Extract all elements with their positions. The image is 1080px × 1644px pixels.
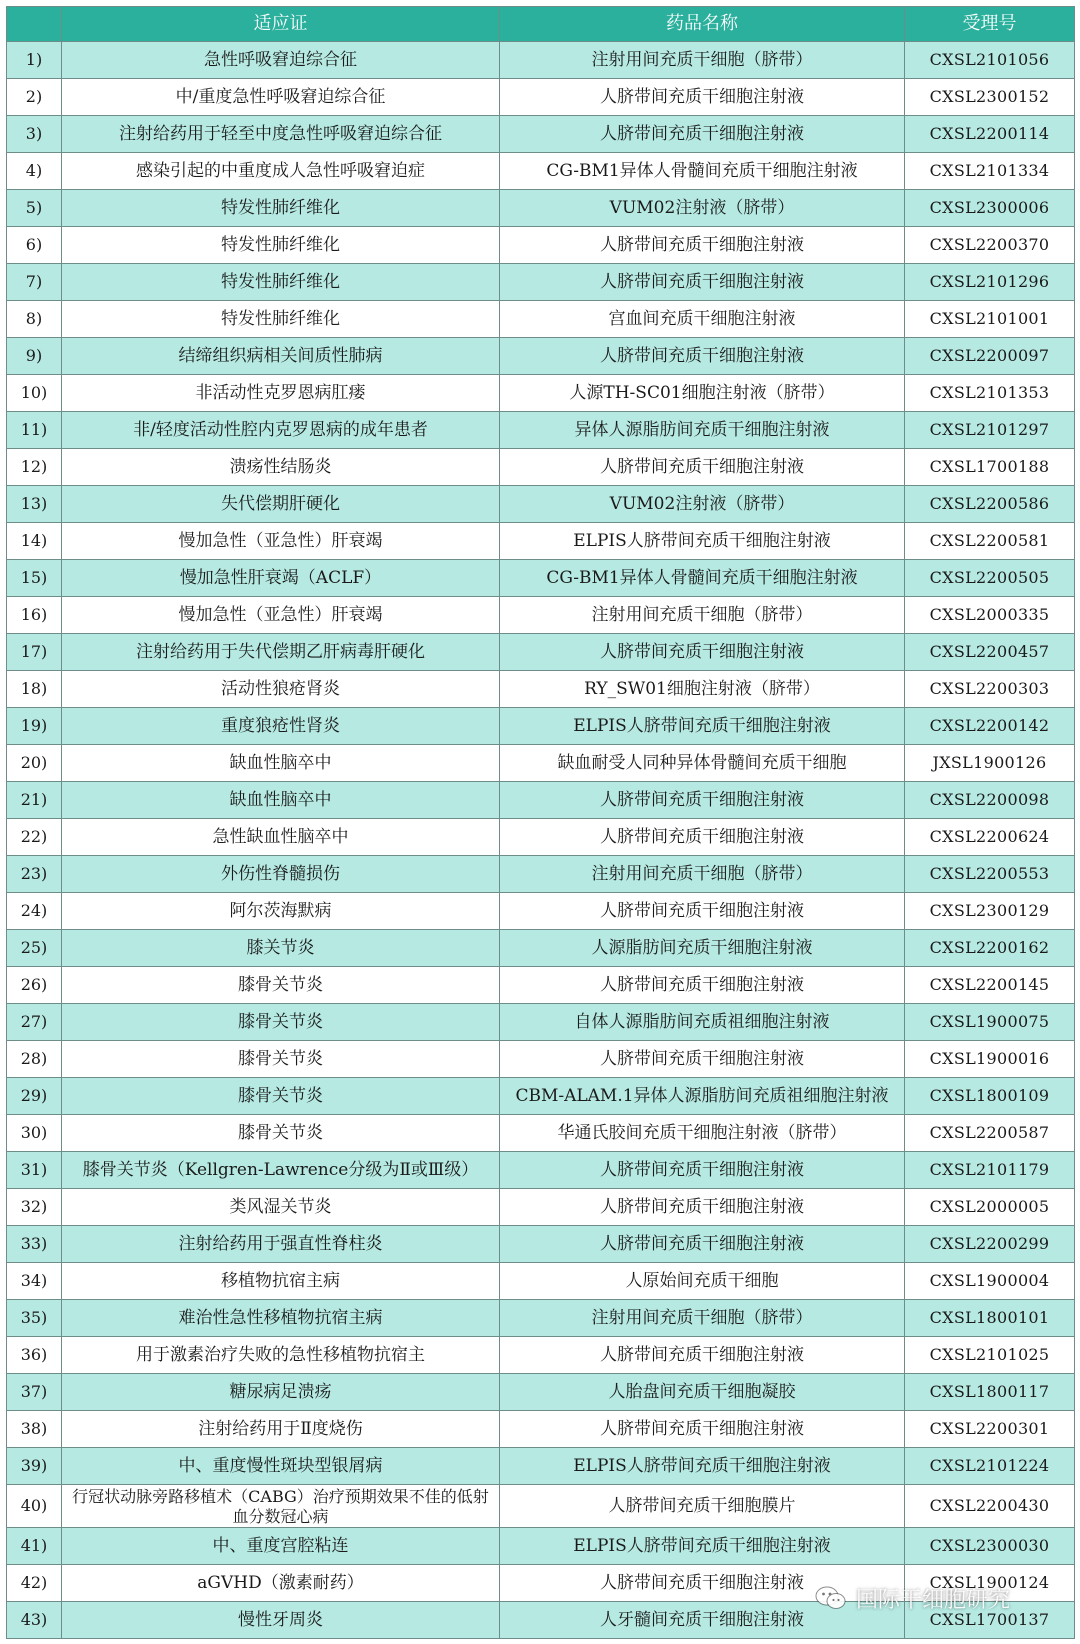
acceptance-number-cell: CXSL2200505 [905,560,1075,597]
table-row [7,227,1075,264]
indication-cell: 溃疡性结肠炎 [62,449,500,486]
header-row [7,7,1075,42]
row-index: 11) [7,412,62,449]
indication-cell: 膝关节炎 [62,930,500,967]
drug-name-cell: 人脐带间充质干细胞注射液 [500,79,905,116]
row-index: 28) [7,1041,62,1078]
table-row [7,745,1075,782]
table-row [7,1189,1075,1226]
indication-cell: 特发性肺纤维化 [62,190,500,227]
drug-name-cell: 人源TH-SC01细胞注射液（脐带） [500,375,905,412]
watermark [814,1580,1010,1616]
indication-cell: 膝骨关节炎 [62,1078,500,1115]
drug-name-cell: ELPIS人脐带间充质干细胞注射液 [500,523,905,560]
table-row [7,153,1075,190]
indication-cell: 缺血性脑卒中 [62,745,500,782]
row-index: 10) [7,375,62,412]
row-index: 7) [7,264,62,301]
row-index: 26) [7,967,62,1004]
indication-cell: 结缔组织病相关间质性肺病 [62,338,500,375]
acceptance-number-cell: CXSL2300006 [905,190,1075,227]
acceptance-number-cell: CXSL2101334 [905,153,1075,190]
indication-cell: 重度狼疮性肾炎 [62,708,500,745]
indication-cell: 用于激素治疗失败的急性移植物抗宿主 [62,1337,500,1374]
watermark-text: 国际干细胞研究 [855,1587,1010,1613]
table-row [7,1300,1075,1337]
indication-cell: 特发性肺纤维化 [62,301,500,338]
acceptance-number-cell: CXSL1900016 [905,1041,1075,1078]
row-index: 22) [7,819,62,856]
row-index: 36) [7,1337,62,1374]
acceptance-number-cell: CXSL1800101 [905,1300,1075,1337]
drug-name-cell: 人脐带间充质干细胞注射液 [500,1337,905,1374]
indication-cell: 膝骨关节炎 [62,1041,500,1078]
row-index: 37) [7,1374,62,1411]
table-row [7,967,1075,1004]
table-row [7,1485,1075,1528]
acceptance-number-cell: CXSL2101353 [905,375,1075,412]
drug-name-cell: 人脐带间充质干细胞注射液 [500,634,905,671]
indication-cell: 注射给药用于强直性脊柱炎 [62,1226,500,1263]
acceptance-number-cell: CXSL2200624 [905,819,1075,856]
drug-name-cell: CG-BM1异体人骨髓间充质干细胞注射液 [500,560,905,597]
indication-cell: 中、重度慢性斑块型银屑病 [62,1448,500,1485]
table-row [7,1115,1075,1152]
acceptance-number-cell: CXSL2000005 [905,1189,1075,1226]
acceptance-number-cell: CXSL2101224 [905,1448,1075,1485]
drug-name-cell: 人脐带间充质干细胞注射液 [500,893,905,930]
table-row [7,671,1075,708]
table-body [7,42,1075,1639]
row-index: 8) [7,301,62,338]
table-row [7,1411,1075,1448]
acceptance-number-cell: CXSL2300129 [905,893,1075,930]
acceptance-number-cell: CXSL2200581 [905,523,1075,560]
table-row [7,1263,1075,1300]
table-row [7,116,1075,153]
table-row [7,1337,1075,1374]
row-index: 24) [7,893,62,930]
indication-cell: 类风湿关节炎 [62,1189,500,1226]
row-index: 31) [7,1152,62,1189]
row-index: 30) [7,1115,62,1152]
indication-cell: 注射给药用于轻至中度急性呼吸窘迫综合征 [62,116,500,153]
table-row [7,597,1075,634]
drug-name-cell: ELPIS人脐带间充质干细胞注射液 [500,708,905,745]
table-row [7,375,1075,412]
table-row [7,190,1075,227]
indication-cell: 膝骨关节炎 [62,1004,500,1041]
drug-name-cell: 人脐带间充质干细胞注射液 [500,227,905,264]
indication-cell: 活动性狼疮肾炎 [62,671,500,708]
drug-name-cell: RY_SW01细胞注射液（脐带） [500,671,905,708]
table-row [7,449,1075,486]
table-row [7,1226,1075,1263]
header-acceptance-number: 受理号 [905,7,1075,42]
row-index: 1) [7,42,62,79]
drug-name-cell: 缺血耐受人同种异体骨髓间充质干细胞 [500,745,905,782]
table-row [7,301,1075,338]
table-row [7,856,1075,893]
row-index: 42) [7,1565,62,1602]
indication-cell: 感染引起的中重度成人急性呼吸窘迫症 [62,153,500,190]
table-row [7,708,1075,745]
indication-cell: 急性缺血性脑卒中 [62,819,500,856]
table-row [7,893,1075,930]
drug-name-cell: 自体人源脂肪间充质祖细胞注射液 [500,1004,905,1041]
acceptance-number-cell: CXSL1900075 [905,1004,1075,1041]
indication-cell: 行冠状动脉旁路移植术（CABG）治疗预期效果不佳的低射血分数冠心病 [62,1485,500,1528]
table-row [7,930,1075,967]
drug-name-cell: 人脐带间充质干细胞注射液 [500,338,905,375]
drug-table [6,6,1075,1639]
indication-cell: 移植物抗宿主病 [62,1263,500,1300]
table-row [7,412,1075,449]
drug-name-cell: VUM02注射液（脐带） [500,486,905,523]
row-index: 40) [7,1485,62,1528]
indication-cell: 非活动性克罗恩病肛瘘 [62,375,500,412]
row-index: 35) [7,1300,62,1337]
row-index: 16) [7,597,62,634]
drug-name-cell: 人脐带间充质干细胞注射液 [500,782,905,819]
table-row [7,782,1075,819]
drug-name-cell: 人脐带间充质干细胞注射液 [500,1041,905,1078]
acceptance-number-cell: CXSL2200098 [905,782,1075,819]
row-index: 4) [7,153,62,190]
row-index: 15) [7,560,62,597]
drug-name-cell: 人脐带间充质干细胞膜片 [500,1485,905,1528]
indication-cell: 非/轻度活动性腔内克罗恩病的成年患者 [62,412,500,449]
row-index: 9) [7,338,62,375]
row-index: 39) [7,1448,62,1485]
table-header [7,7,1075,42]
indication-cell: 糖尿病足溃疡 [62,1374,500,1411]
table-row [7,1004,1075,1041]
table-row [7,264,1075,301]
header-drug-name: 药品名称 [500,7,905,42]
indication-cell: 中/重度急性呼吸窘迫综合征 [62,79,500,116]
row-index: 41) [7,1528,62,1565]
row-index: 34) [7,1263,62,1300]
table-row [7,1078,1075,1115]
acceptance-number-cell: JXSL1900126 [905,745,1075,782]
acceptance-number-cell: CXSL2101001 [905,301,1075,338]
drug-name-cell: 人牙髓间充质干细胞注射液 [500,1602,905,1639]
row-index: 23) [7,856,62,893]
table-row [7,634,1075,671]
indication-cell: 缺血性脑卒中 [62,782,500,819]
acceptance-number-cell: CXSL2200097 [905,338,1075,375]
row-index: 20) [7,745,62,782]
wechat-icon [814,1585,848,1611]
row-index: 17) [7,634,62,671]
indication-cell: 难治性急性移植物抗宿主病 [62,1300,500,1337]
acceptance-number-cell: CXSL2200587 [905,1115,1075,1152]
drug-name-cell: 华通氏胶间充质干细胞注射液（脐带） [500,1115,905,1152]
acceptance-number-cell: CXSL1700188 [905,449,1075,486]
drug-name-cell: 人脐带间充质干细胞注射液 [500,1226,905,1263]
row-index: 29) [7,1078,62,1115]
drug-name-cell: 注射用间充质干细胞（脐带） [500,1300,905,1337]
table-row [7,1041,1075,1078]
row-index: 6) [7,227,62,264]
row-index: 32) [7,1189,62,1226]
table-row [7,819,1075,856]
acceptance-number-cell: CXSL2300030 [905,1528,1075,1565]
indication-cell: 慢性牙周炎 [62,1602,500,1639]
indication-cell: 慢加急性（亚急性）肝衰竭 [62,523,500,560]
drug-name-cell: CBM-ALAM.1异体人源脂肪间充质祖细胞注射液 [500,1078,905,1115]
row-index: 5) [7,190,62,227]
acceptance-number-cell: CXSL2101296 [905,264,1075,301]
acceptance-number-cell: CXSL1800109 [905,1078,1075,1115]
acceptance-number-cell: CXSL2101179 [905,1152,1075,1189]
acceptance-number-cell: CXSL2200301 [905,1411,1075,1448]
row-index: 27) [7,1004,62,1041]
acceptance-number-cell: CXSL2200586 [905,486,1075,523]
table-row [7,523,1075,560]
acceptance-number-cell: CXSL2200162 [905,930,1075,967]
drug-name-cell: 人脐带间充质干细胞注射液 [500,264,905,301]
row-index: 19) [7,708,62,745]
acceptance-number-cell: CXSL2000335 [905,597,1075,634]
header-indication: 适应证 [62,7,500,42]
drug-name-cell: ELPIS人脐带间充质干细胞注射液 [500,1528,905,1565]
drug-name-cell: 注射用间充质干细胞（脐带） [500,856,905,893]
acceptance-number-cell: CXSL2200430 [905,1485,1075,1528]
acceptance-number-cell: CXSL2300152 [905,79,1075,116]
table-row [7,1152,1075,1189]
acceptance-number-cell: CXSL2200142 [905,708,1075,745]
drug-name-cell: 异体人源脂肪间充质干细胞注射液 [500,412,905,449]
acceptance-number-cell: CXSL2101025 [905,1337,1075,1374]
indication-cell: aGVHD（激素耐药） [62,1565,500,1602]
drug-name-cell: 人脐带间充质干细胞注射液 [500,449,905,486]
row-index: 3) [7,116,62,153]
row-index: 12) [7,449,62,486]
table-row [7,486,1075,523]
indication-cell: 膝骨关节炎 [62,967,500,1004]
drug-name-cell: 人脐带间充质干细胞注射液 [500,967,905,1004]
acceptance-number-cell: CXSL1800117 [905,1374,1075,1411]
row-index: 21) [7,782,62,819]
indication-cell: 慢加急性（亚急性）肝衰竭 [62,597,500,634]
indication-cell: 失代偿期肝硬化 [62,486,500,523]
drug-name-cell: 人脐带间充质干细胞注射液 [500,819,905,856]
drug-name-cell: 人源脂肪间充质干细胞注射液 [500,930,905,967]
table-row [7,42,1075,79]
drug-name-cell: ELPIS人脐带间充质干细胞注射液 [500,1448,905,1485]
table-row [7,79,1075,116]
acceptance-number-cell: CXSL2200299 [905,1226,1075,1263]
drug-name-cell: 人原始间充质干细胞 [500,1263,905,1300]
drug-name-cell: 人脐带间充质干细胞注射液 [500,1411,905,1448]
row-index: 18) [7,671,62,708]
indication-cell: 中、重度宫腔粘连 [62,1528,500,1565]
row-index: 33) [7,1226,62,1263]
acceptance-number-cell: CXSL2200457 [905,634,1075,671]
acceptance-number-cell: CXSL1700137 [905,1602,1075,1639]
table-row [7,1374,1075,1411]
drug-name-cell: 人脐带间充质干细胞注射液 [500,1152,905,1189]
indication-cell: 注射给药用于失代偿期乙肝病毒肝硬化 [62,634,500,671]
drug-name-cell: 人脐带间充质干细胞注射液 [500,116,905,153]
indication-cell: 膝骨关节炎（Kellgren-Lawrence分级为Ⅱ或Ⅲ级） [62,1152,500,1189]
acceptance-number-cell: CXSL2200114 [905,116,1075,153]
row-index: 43) [7,1602,62,1639]
drug-name-cell: 人脐带间充质干细胞注射液 [500,1189,905,1226]
row-index: 13) [7,486,62,523]
drug-name-cell: 注射用间充质干细胞（脐带） [500,42,905,79]
acceptance-number-cell: CXSL2200145 [905,967,1075,1004]
indication-cell: 膝骨关节炎 [62,1115,500,1152]
indication-cell: 急性呼吸窘迫综合征 [62,42,500,79]
drug-name-cell: 注射用间充质干细胞（脐带） [500,597,905,634]
drug-name-cell: 人胎盘间充质干细胞凝胶 [500,1374,905,1411]
row-index: 2) [7,79,62,116]
indication-cell: 慢加急性肝衰竭（ACLF） [62,560,500,597]
table-row [7,1448,1075,1485]
header-index [7,7,62,42]
indication-cell: 外伤性脊髓损伤 [62,856,500,893]
indication-cell: 阿尔茨海默病 [62,893,500,930]
row-index: 14) [7,523,62,560]
acceptance-number-cell: CXSL2101056 [905,42,1075,79]
acceptance-number-cell: CXSL2101297 [905,412,1075,449]
drug-name-cell: VUM02注射液（脐带） [500,190,905,227]
acceptance-number-cell: CXSL2200553 [905,856,1075,893]
indication-cell: 特发性肺纤维化 [62,227,500,264]
row-index: 25) [7,930,62,967]
indication-cell: 特发性肺纤维化 [62,264,500,301]
table-row [7,560,1075,597]
row-index: 38) [7,1411,62,1448]
acceptance-number-cell: CXSL2200370 [905,227,1075,264]
acceptance-number-cell: CXSL2200303 [905,671,1075,708]
acceptance-number-cell: CXSL1900124 [905,1565,1075,1602]
table-row [7,1528,1075,1565]
drug-name-cell: 人脐带间充质干细胞注射液 [500,1565,905,1602]
indication-cell: 注射给药用于Ⅱ度烧伤 [62,1411,500,1448]
drug-name-cell: 宫血间充质干细胞注射液 [500,301,905,338]
table-row [7,338,1075,375]
acceptance-number-cell: CXSL1900004 [905,1263,1075,1300]
drug-name-cell: CG-BM1异体人骨髓间充质干细胞注射液 [500,153,905,190]
